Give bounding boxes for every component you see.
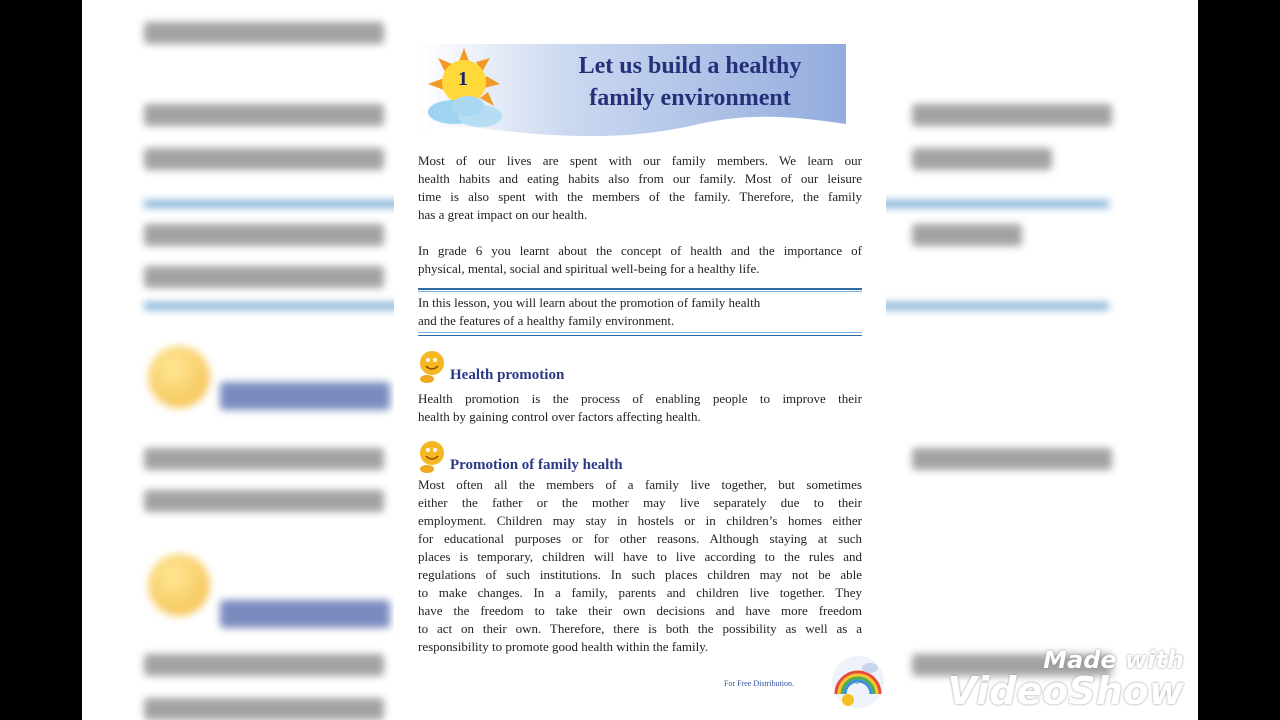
text-line: Most often all the members of a family live together, but sometimes <box>418 477 862 492</box>
footer-text: For Free Distribution. <box>724 679 794 688</box>
chapter-title <box>540 50 840 114</box>
sun-cloud-icon <box>424 46 514 136</box>
divider <box>418 335 862 337</box>
text-line: health by gaining control over factors affecting health. <box>418 409 701 424</box>
heading-health-promotion: Health promotion <box>450 367 565 383</box>
family-health-paragraph <box>418 476 862 656</box>
grade6-paragraph <box>418 242 862 278</box>
text-line: have the freedom to take their own decisions and have more freedom <box>418 603 862 618</box>
text-line: Health promotion is the process of enabling people to improve their <box>418 391 862 406</box>
watermark-line: VideoShow <box>947 669 1184 713</box>
rainbow-page-logo <box>830 654 886 710</box>
text-line: places is temporary, children will have to live according to the rules and <box>418 549 862 564</box>
intro-paragraph <box>418 152 862 224</box>
blurred-heading-bar <box>220 600 390 628</box>
blurred-text-bar <box>144 224 384 246</box>
text-line: and the features of a healthy family environment. <box>418 313 675 328</box>
blurred-text-bar <box>144 490 384 512</box>
text-line: to act on their own. Therefore, there is both the possibility as well as a <box>418 621 862 636</box>
section-heading-row <box>418 440 862 474</box>
objective-box <box>418 292 862 332</box>
heading-family-health: Promotion of family health <box>450 457 623 473</box>
blurred-text-bar <box>912 448 1112 470</box>
section-heading-row <box>418 350 862 384</box>
blurred-text-bar <box>144 698 384 720</box>
spacer <box>418 278 862 288</box>
blurred-heading-bar <box>220 382 390 410</box>
chapter-number: 1 <box>458 68 468 90</box>
blurred-text-bar <box>144 104 384 126</box>
blurred-text-bar <box>144 654 384 676</box>
text-line: health habits and eating habits also from our family. Most of our leisure <box>418 171 862 186</box>
page-body <box>418 152 862 656</box>
text-line: regulations of such institutions. In such places children may not be able <box>418 567 862 582</box>
blurred-text-bar <box>144 266 384 288</box>
blurred-text-bar <box>912 104 1112 126</box>
chapter-title-line: family environment <box>589 85 791 111</box>
smiley-icon <box>418 440 444 474</box>
page-number: 1 <box>855 676 860 686</box>
text-line: In grade 6 you learnt about the concept of health and the importance of <box>418 243 862 258</box>
divider <box>418 288 862 290</box>
spacer <box>418 224 862 242</box>
chapter-title-line: Let us build a healthy <box>578 53 802 79</box>
text-line: Most of our lives are spent with our family members. We learn our <box>418 153 862 168</box>
watermark-line: Made with <box>1043 646 1184 674</box>
videoshow-watermark <box>947 646 1184 713</box>
blurred-text-bar <box>912 148 1052 170</box>
smiley-icon <box>148 346 210 408</box>
text-line: time is also spent with the members of the family. Therefore, the family <box>418 189 862 204</box>
smiley-icon <box>148 554 210 616</box>
divider <box>418 332 862 333</box>
text-line: In this lesson, you will learn about the promotion of family health <box>418 295 761 310</box>
text-line: either the father or the mother may live separately due to their <box>418 495 862 510</box>
blurred-text-bar <box>144 148 384 170</box>
text-line: has a great impact on our health. <box>418 207 588 222</box>
textbook-page <box>394 0 886 720</box>
blurred-text-bar <box>912 224 1022 246</box>
text-line: responsibility to promote good health within the family. <box>418 639 709 654</box>
text-line: employment. Children may stay in hostels or in children’s homes either <box>418 513 862 528</box>
text-line: physical, mental, social and spiritual well-being for a healthy life. <box>418 261 760 276</box>
blurred-text-bar <box>144 448 384 470</box>
text-line: for educational purposes or for other reasons. Although staying at such <box>418 531 862 546</box>
blurred-text-bar <box>144 22 384 44</box>
smiley-icon <box>418 350 444 384</box>
chapter-banner <box>420 44 846 140</box>
text-line: to make changes. In a family, parents and children live together. They <box>418 585 862 600</box>
health-promotion-paragraph <box>418 390 862 426</box>
